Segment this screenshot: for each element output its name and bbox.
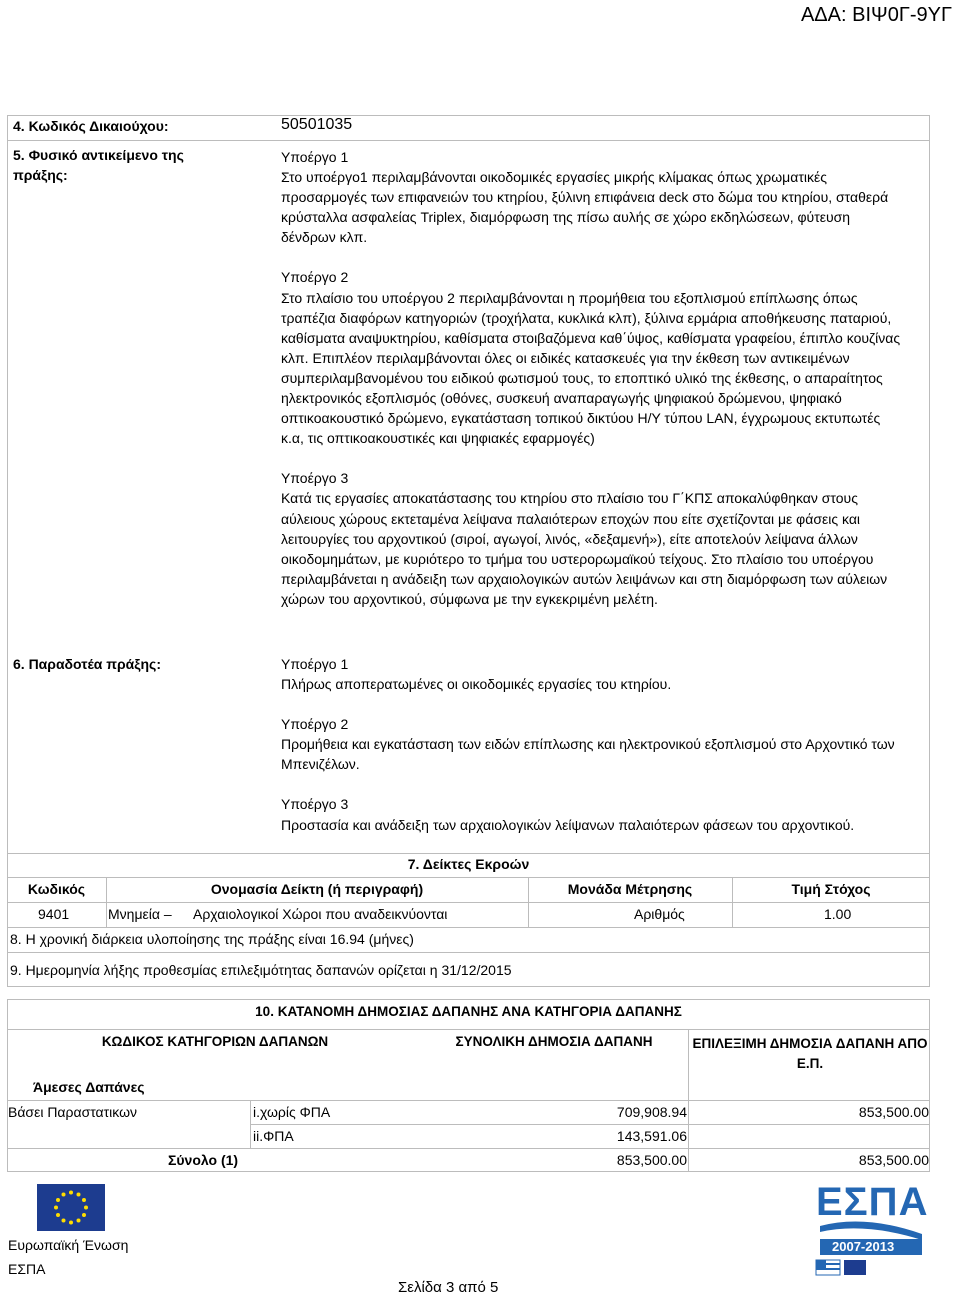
divider [7, 952, 930, 953]
s10-header-total: ΣΥΝΟΛΙΚΗ ΔΗΜΟΣΙΑ ΔΑΠΑΝΗ [455, 1034, 653, 1049]
s5-sub1-text: Στο υποέργο1 περιλαμβάνονται οικοδομικές εργασίες μικρής κλίμακας όπως χρωματικές προσαρμογές των επιφανειών του κτηρίου, ξύλινη επιφάνεια deck στο δώμα του κτηρίου, σταθερά κρύσταλλα ασφαλείας Triplex, διαμόρφωση της πίσω αυλής σε χώρο εκδηλώσεων, φύτευση δένδρων κλπ. [281, 169, 889, 246]
s5-sub1-title: Υποέργο 1 [281, 149, 349, 165]
page-number: Σελίδα 3 από 5 [398, 1279, 499, 1296]
section4-value: 50501035 [281, 116, 353, 133]
s6-sub1-title: Υποέργο 1 [281, 656, 349, 672]
s7-row-target: 1.00 [824, 906, 852, 922]
eu-label: Ευρωπαϊκή Ένωση [8, 1237, 129, 1253]
section6-body [281, 654, 906, 835]
s5-sub3-text: Κατά τις εργασίες αποκατάστασης του κτηρίου στο πλαίσιο του Γ΄ΚΠΣ αποκαλύφθηκαν στους αύλειους χώρους εκτεταμένα λείψανα παλαιότερων εποχών που είτε σχετίζονται με φάσεις και λειτουργίες του αρχοντικού (σιροί, αγωγοί, λινός, «δεξαμενή»), είτε αποτελούν λείψανα άλλων οικοδομημάτων, με κυριότερο το τμήμα του υστερορωμαϊκού τείχους. Στο πλαίσιο του υποέργου περιλαμβάνεται η ανάδειξη των αρχαιολογικών αυτών λειψάνων και στη διαμόρφωση των αύλειων χώρων του αρχοντικού, σύμφωνα με την εγκεκριμένη μελέτη. [281, 490, 888, 607]
s6-sub2-title: Υποέργο 2 [281, 716, 349, 733]
section7-title: 7. Δείκτες Εκροών [407, 856, 530, 872]
s6-sub3-text: Προστασία και ανάδειξη των αρχαιολογικών λείψανων παλαιότερων φάσεων του αρχοντικού. [281, 816, 855, 833]
section4-label: 4. Κωδικός Δικαιούχου: [13, 118, 169, 134]
s6-sub1-text: Πλήρως αποπερατωμένες οι οικοδομικές εργασίες του κτηρίου. [281, 676, 672, 693]
s7-row-code: 9401 [38, 906, 70, 922]
s5-sub2-text: Στο πλαίσιο του υποέργου 2 περιλαμβάνονται η προμήθεια του εξοπλισμού επίπλωσης όπως τραπέζια διαφόρων κατηγοριών (τροχήλατα, κυκλικά κλπ), ξύλινα ερμάρια αποθήκευσης παταριού, καθίσματα αναψυκτηρίου, καθίσματα στοιβαζόμενα καθ΄ύψος, καθίσματα γραφείου, έπιπλο κουζίνας κλπ. Επιπλέον περιλαμβάνονται όλες οι ειδικές κατασκευές για την έκθεση των αντικειμένων συμπεριλαμβανομένου του ειδικού φωτισμού τους, το εποπτικό υλικό της έκθεσης, ο απαραίτητος ηλεκτρονικός εξοπλισμός (οθόνες, συσκευή αναπαραγωγής ψηφιακού δρώμενου, ψηφιακό οπτικοακουστικό δρώμενο, εγκατάσταση τοπικού δικτύου Η/Υ τύπου LAN, έγχρωμους εκτυπωτές κ.α, τις οπτικοακουστικές και ψηφιακές εφαρμογές) [281, 289, 901, 447]
espa-logo [810, 1180, 930, 1276]
eu-star [56, 1198, 60, 1202]
eu-star [84, 1206, 88, 1210]
s10-sum-eligible: 853,500.00 [858, 1152, 929, 1168]
s10-header-code: ΚΩΔΙΚΟΣ ΚΑΤΗΓΟΡΙΩΝ ΔΑΠΑΝΩΝ [101, 1034, 329, 1049]
eu-star [77, 1193, 81, 1197]
section5-label: 5. Φυσικό αντικείμενο της πράξης: [13, 147, 184, 183]
s10-row1-eligible: 853,500.00 [858, 1104, 929, 1120]
s7-header-unit: Μονάδα Μέτρησης [567, 881, 693, 897]
eu-star [56, 1213, 60, 1217]
eu-star [82, 1213, 86, 1217]
s10-direct-label: Άμεσες Δαπάνες [33, 1079, 145, 1095]
eu-flag-icon [37, 1184, 105, 1231]
s7-row-name-b: Αρχαιολογικοί Χώροι που αναδεικνύονται [193, 906, 448, 922]
col-divider [688, 1029, 689, 1172]
divider [7, 140, 930, 141]
s7-row-name-a: Μνημεία – [108, 906, 172, 922]
s10-sum-total: 853,500.00 [616, 1152, 687, 1168]
eu-star [62, 1193, 66, 1197]
s7-row-unit: Αριθμός [634, 906, 685, 922]
section5-body [281, 147, 906, 609]
s5-sub3-title: Υποέργο 3 [281, 470, 349, 487]
col-divider [250, 1100, 251, 1148]
eu-star [69, 1191, 73, 1195]
eu-star [77, 1218, 81, 1222]
section6-label: 6. Παραδοτέα πράξης: [13, 656, 161, 672]
ada-code: ΑΔΑ: ΒΙΨ0Γ-9ΥΓ [800, 4, 952, 26]
section10-table [7, 999, 930, 1172]
divider [250, 1124, 930, 1125]
s7-header-target: Τιμή Στόχος [791, 881, 871, 897]
s10-row1-label: i.χωρίς ΦΠΑ [253, 1104, 331, 1120]
s7-header-name: Ονομασία Δείκτη (ή περιγραφή) [210, 881, 424, 897]
divider [7, 1148, 930, 1149]
s10-row2-total: 143,591.06 [616, 1128, 687, 1144]
eu-star [62, 1218, 66, 1222]
s10-header-eligible: ΕΠΙΛΕΞΙΜΗ ΔΗΜΟΣΙΑ ΔΑΠΑΝΗ ΑΠΟ Ε.Π. [692, 1036, 928, 1071]
divider [7, 902, 930, 903]
eu-star [82, 1198, 86, 1202]
s6-sub3-title: Υποέργο 3 [281, 796, 349, 813]
section10-title: 10. ΚΑΤΑΝΟΜΗ ΔΗΜΟΣΙΑΣ ΔΑΠΑΝΗΣ ΑΝΑ ΚΑΤΗΓΟΡΙΑ ΔΑΠΑΝΗΣ [255, 1004, 682, 1019]
s5-sub2-title: Υποέργο 2 [281, 269, 349, 286]
section8-text: 8. Η χρονική διάρκεια υλοποίησης της πράξης είναι 16.94 (μήνες) [10, 931, 414, 947]
s10-row1-total: 709,908.94 [616, 1104, 687, 1120]
s10-basis-label: Βάσει Παραστατικων [8, 1104, 138, 1120]
s7-header-code: Κωδικός [27, 881, 86, 897]
divider [7, 927, 930, 928]
eu-flag-logo [37, 1184, 105, 1231]
divider [7, 1029, 930, 1030]
eu-star [69, 1221, 73, 1225]
s10-row2-label: ii.ΦΠΑ [253, 1128, 294, 1144]
divider [7, 877, 930, 878]
section9-text: 9. Ημερομηνία λήξης προθεσμίας επιλεξιμότητας δαπανών ορίζεται η 31/12/2015 [10, 962, 512, 978]
s6-sub2-text: Προμήθεια και εγκατάσταση των ειδών επίπλωσης και ηλεκτρονικού εξοπλισμού στο Αρχοντικό των Μπενιζέλων. [281, 736, 895, 773]
divider [7, 1100, 930, 1101]
espa-logo-years: 2007-2013 [832, 1239, 895, 1254]
espa-label: ΕΣΠΑ [8, 1261, 46, 1277]
s10-sum-label: Σύνολο (1) [168, 1152, 239, 1168]
eu-star [54, 1206, 58, 1210]
espa-logo-text: ΕΣΠΑ [816, 1180, 929, 1224]
